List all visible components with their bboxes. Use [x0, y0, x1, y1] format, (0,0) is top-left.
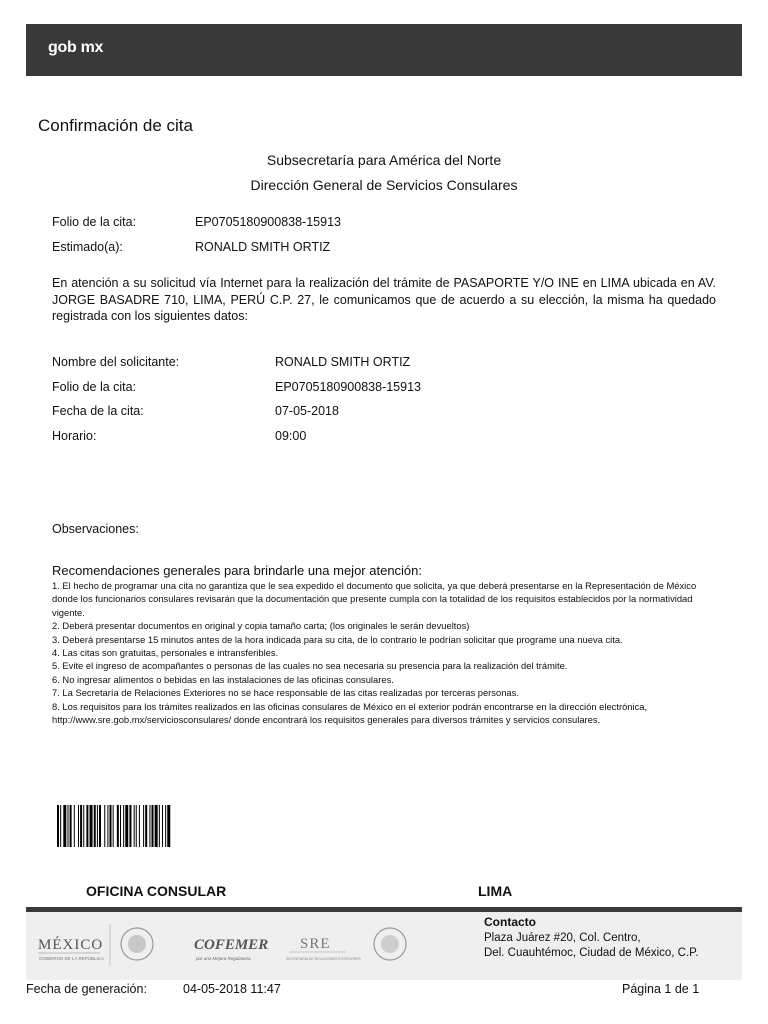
- detail-label-fecha: Fecha de la cita:: [52, 404, 144, 418]
- detail-label-nombre: Nombre del solicitante:: [52, 355, 180, 369]
- top-folio-value: EP0705180900838-15913: [195, 215, 341, 229]
- page-number: Página 1 de 1: [622, 982, 700, 996]
- cofemer-logo-text: COFEMER: [194, 937, 269, 953]
- sre-logo: [286, 928, 406, 961]
- observaciones-label: Observaciones:: [52, 522, 139, 536]
- recommendation-item: 1. El hecho de programar una cita no garantiza que le sea expedido el documento que solicita, ya que deberá presentarse en la Representación de México donde los funcionarios consulares revisarán que la documentación que presente cumpla con la totalidad de los requisitos establecidos por la normatividad vigente.: [52, 580, 697, 618]
- detail-label-horario: Horario:: [52, 429, 97, 443]
- subtitle-subsecretaria: Subsecretaría para América del Norte: [266, 152, 502, 168]
- intro-paragraph: En atención a su solicitud vía Internet para la realización del trámite de PASAPORTE Y/O INE en LIMA ubicada en AV. JORGE BASADRE 710, LIMA, PERÚ C.P. 27, le comunicamos que de acuerdo a su elección, la misma ha quedado registrada con los siguientes datos:: [52, 276, 716, 323]
- generation-label: Fecha de generación:: [26, 982, 147, 996]
- recommendation-item: 4. Las citas son gratuitas, personales e intransferibles.: [52, 647, 279, 659]
- gobmx-logo: gob mx: [48, 39, 104, 56]
- cofemer-logo: [194, 937, 268, 961]
- detail-value-folio: EP0705180900838-15913: [275, 380, 421, 394]
- mexico-logo-sub: GOBIERNO DE LA REPÚBLICA: [39, 956, 105, 961]
- sre-logo-sub: SECRETARÍA DE RELACIONES EXTERIORES: [286, 957, 361, 961]
- cofemer-logo-sub: por una Mejora Regulatoria: [196, 956, 251, 961]
- top-folio-label: Folio de la cita:: [52, 215, 137, 229]
- recommendations-list: [52, 579, 720, 726]
- recommendations-title: Recomendaciones generales para brindarle una mejor atención:: [52, 563, 423, 578]
- detail-label-folio: Folio de la cita:: [52, 380, 137, 394]
- footer-logos: [34, 916, 414, 976]
- contact-address-line1: Plaza Juárez #20, Col. Centro,: [484, 932, 641, 944]
- barcode: [57, 805, 289, 847]
- detail-value-fecha: 07-05-2018: [275, 404, 339, 418]
- sre-logo-text: SRE: [300, 936, 331, 952]
- recommendation-item: 6. No ingresar alimentos o bebidas en las instalaciones de las oficinas consulares.: [52, 673, 394, 685]
- mexico-logo: [38, 924, 153, 966]
- estimado-value: RONALD SMITH ORTIZ: [195, 240, 331, 254]
- contact-heading: Contacto: [484, 915, 536, 929]
- detail-value-horario: 09:00: [275, 429, 307, 443]
- office-label: OFICINA CONSULAR: [86, 883, 227, 899]
- recommendation-item: 5. Evite el ingreso de acompañantes o personas de las cuales no sea necesaria su presencia para la realización del trámite.: [52, 660, 568, 672]
- estimado-label: Estimado(a):: [52, 240, 123, 254]
- generation-date: 04-05-2018 11:47: [183, 982, 281, 996]
- contact-address-line2: Del. Cuauhtémoc, Ciudad de México, C.P.: [484, 947, 699, 959]
- header-bar: [26, 24, 742, 76]
- recommendation-item: 7. La Secretaría de Relaciones Exteriores no se hace responsable de las citas realizadas por terceras personas.: [52, 687, 519, 699]
- recommendation-item: 2. Deberá presentar documentos en original y copia tamaño carta; (los originales le serán devueltos): [52, 620, 470, 632]
- recommendation-item: 8. Los requisitos para los trámites realizados en las oficinas consulares de México en el exterior podrán encontrarse en la dirección electrónica, http://www.sre.gob.mx/serviciosconsulares/ donde encontrará los requisitos generales para diversos trámites y servicios consulares.: [52, 700, 648, 726]
- office-value: LIMA: [478, 883, 513, 899]
- recommendation-item: 3. Deberá presentarse 15 minutos antes de la hora indicada para su cita, de lo contrario le podrían solicitar que programe una nueva cita.: [52, 633, 623, 645]
- detail-value-nombre: RONALD SMITH ORTIZ: [275, 355, 411, 369]
- page-title: Confirmación de cita: [38, 116, 193, 135]
- subtitle-direccion: Dirección General de Servicios Consulares: [250, 177, 518, 193]
- mexico-logo-text: MÉXICO: [38, 937, 104, 953]
